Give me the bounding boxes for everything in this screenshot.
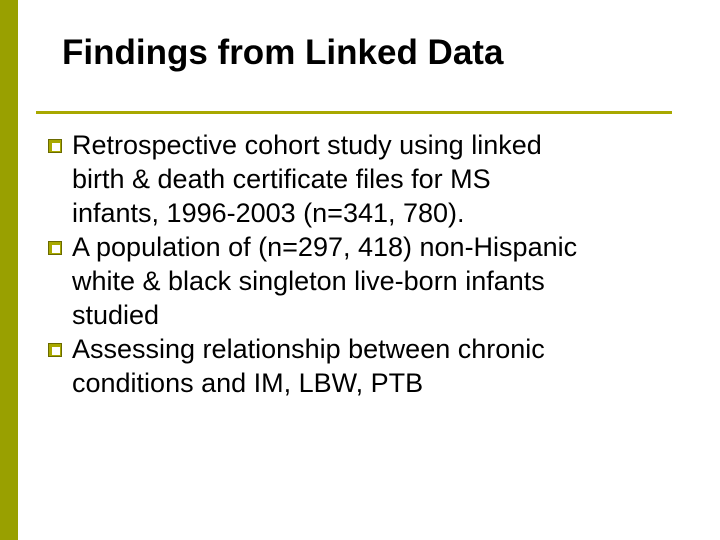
bullet-line: white & black singleton live-born infants: [72, 266, 545, 296]
bullet-line: studied: [72, 300, 160, 330]
bullet-line: A population of (n=297, 418) non-Hispanic: [72, 232, 578, 262]
slide-title: Findings from Linked Data: [62, 33, 504, 72]
bullet-item: [48, 128, 713, 230]
bullet-line: Retrospective cohort study using linked: [72, 130, 542, 160]
square-bullet-icon: [48, 241, 62, 255]
bullet-item: [48, 230, 713, 332]
bullet-line: conditions and IM, LBW, PTB: [72, 368, 424, 398]
title-divider: [36, 111, 672, 114]
square-bullet-icon: [48, 139, 62, 153]
bullet-line: infants, 1996-2003 (n=341, 780).: [72, 198, 465, 228]
bullet-line: Assessing relationship between chronic: [72, 334, 545, 364]
bullet-item: [48, 332, 713, 400]
square-bullet-icon: [48, 343, 62, 357]
left-accent-bar: [0, 0, 18, 540]
bullet-line: birth & death certificate files for MS: [72, 164, 491, 194]
bullet-list: [48, 128, 713, 400]
